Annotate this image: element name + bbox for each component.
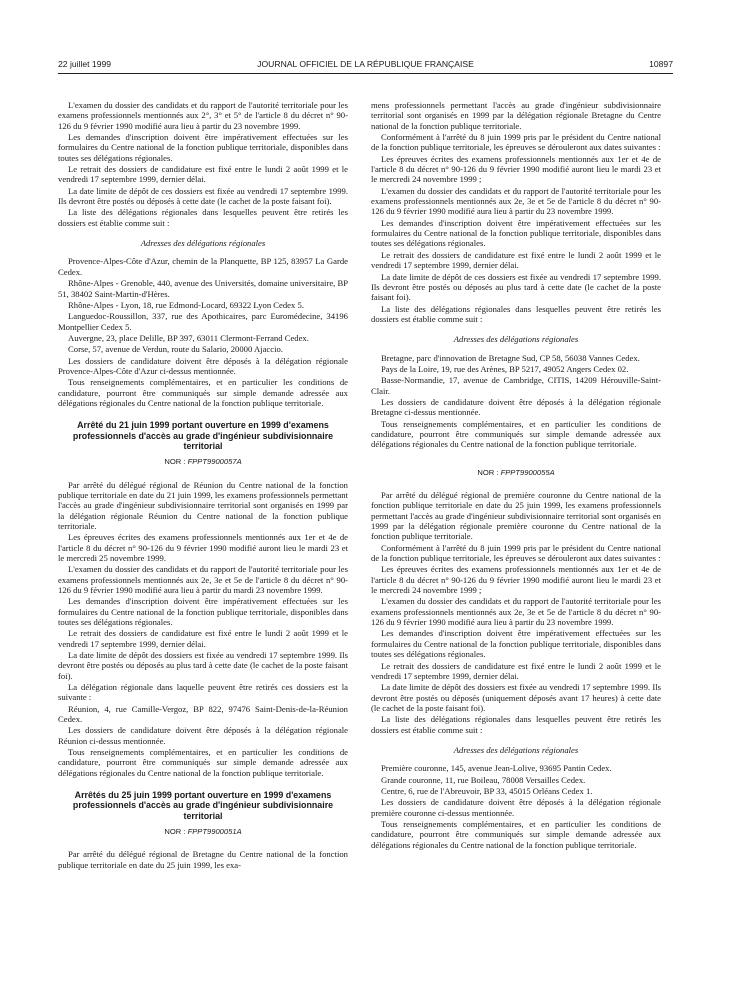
nor-code: FPPT9900051A xyxy=(187,827,242,837)
nor-code: FPPT9900055A xyxy=(500,467,555,477)
paragraph: Le retrait des dossiers de candidature est fixé entre le lundi 2 août 1999 et le vendredi 17 septembre 1999, dernier délai. xyxy=(58,164,348,185)
section-subheading: Adresses des délégations régionales xyxy=(140,238,266,249)
paragraph: Les demandes d'inscription doivent être impérativement effectuées sur les formulaires du Centre national de la fonction publique territoriale, disponibles dans toutes ses délégations régionales. xyxy=(58,132,348,163)
right-column xyxy=(371,100,661,851)
paragraph: Le retrait des dossiers de candidature est fixé entre le lundi 2 août 1999 et le vendredi 17 septembre 1999, dernier délai. xyxy=(371,249,661,271)
address-line: Languedoc-Roussillon, 337, rue des Apothicaires, parc Euromédecine, 34196 Montpellier Cedex 5. xyxy=(58,311,348,332)
address-line: Rhône-Alpes - Lyon, 18, rue Edmond-Locard, 69322 Lyon Cedex 5. xyxy=(68,299,304,310)
paragraph: Les demandes d'inscription doivent être impérativement effectuées sur les formulaires du Centre national de la fonction publique territoriale, disponibles dans toutes ses délégations régionales. xyxy=(58,596,348,627)
paragraph: Tous renseignements complémentaires, et en particulier les conditions de candidature, pourront être communiqués sur simple demande adressée aux délégations régionales du Centre national de la fonction publique territoriale. xyxy=(58,377,348,408)
address-line: Rhône-Alpes - Grenoble, 440, avenue des Universités, domaine universitaire, BP 51, 38402 Saint-Martin-d'Hères. xyxy=(58,278,349,299)
paragraph: Conformément à l'arrêté du 8 juin 1999 pris par le président du Centre national de la fonction publique territoriale, les épreuves se dérouleront aux dates suivantes : xyxy=(371,542,661,564)
paragraph: Tous renseignements complémentaires, et en particulier les conditions de candidature, pourront être communiqués sur simple demande adressée aux délégations régionales du Centre national de la fonction publique territoriale. xyxy=(58,747,348,778)
paragraph: Les dossiers de candidature doivent être déposés à la délégation régionale Provence-Alpes-Côte d'Azur ci-dessus mentionnée. xyxy=(58,355,348,376)
paragraph: La liste des délégations régionales dans lesquelles peuvent être retirés les dossiers est établie comme suit : xyxy=(371,714,661,735)
paragraph: Les dossiers de candidature doivent être déposés à la délégation régionale Réunion ci-dessus mentionnée. xyxy=(58,725,348,746)
paragraph: L'examen du dossier des candidats et du rapport de l'autorité territoriale pour les examens professionnels mentionnés aux 2e, 3e et 5e de l'article 8 du décret n° 90-126 du 9 février 1990 modifié aura lieu à partir du 23 novembre 1999. xyxy=(371,185,661,217)
address-line: Réunion, 4, rue Camille-Vergoz, BP 822, 97476 Saint-Denis-de-la-Réunion Cedex. xyxy=(58,703,348,725)
nor-label: NOR : xyxy=(164,827,186,837)
paragraph: L'examen du dossier des candidats et du rapport de l'autorité territoriale pour les examens professionnels mentionnés aux 2°, 3° et 5° de l'article 8 du décret n° 90-126 du 9 février 1990 modifié aura lieu à partir du 23 novembre 1999. xyxy=(58,100,348,131)
address-line: Corse, 57, avenue de Verdun, route du Salario, 20000 Ajaccio. xyxy=(68,344,283,355)
paragraph: La date limite de dépôt de ces dossiers est fixée au vendredi 17 septembre 1999. Ils devront être postés ou déposés à cette date (le cachet de la poste faisant foi). xyxy=(58,185,348,207)
paragraph: Les épreuves écrites des examens professionnels mentionnés aux 1er et 4e de l'article 8 du décret n° 90-126 du 9 février 1990 modifié auront lieu le mardi 23 et le mercredi 24 novembre 1999 ; xyxy=(371,153,661,185)
paragraph: Les demandes d'inscription doivent être impérativement effectuées sur les formulaires du Centre national de la fonction publique territoriale, disponibles dans toutes ses délégations régionales. xyxy=(371,217,661,249)
nor-label: NOR : xyxy=(477,467,499,477)
address-line: Première couronne, 145, avenue Jean-Lolive, 93695 Pantin Cedex. xyxy=(381,763,612,774)
address-line: Bretagne, parc d'innovation de Bretagne Sud, CP 58, 56038 Vannes Cedex. xyxy=(381,352,640,363)
paragraph: Tous renseignements complémentaires, et en particulier les conditions de candidature, pourront être communiqués sur simple demande adressée aux délégations régionales du Centre national de la fonction publique territoriale. xyxy=(371,418,661,450)
paragraph: Par arrêté du délégué régional de Réunion du Centre national de la fonction publique territoriale en date du 21 juin 1999, les examens professionnels permettant l'accès au grade d'ingénieur subdivisionnaire territorial sont organisés en 1999 par la délégation régionale Réunion du Centre national de la fonction publique territoriale. xyxy=(58,479,348,531)
paragraph: Par arrêté du délégué régional de première couronne du Centre national de la fonction publique territoriale en date du 25 juin 1999, les examens professionnels permettant l'accès au grade d'ingénieur subdivisionnaire territorial sont organisés en 1999 par la délégation régionale première couronne du Centre national de la fonction publique territoriale. xyxy=(371,490,661,542)
nor-reference xyxy=(58,457,348,467)
paragraph: Les dossiers de candidature doivent être déposés à la délégation régionale première couronne ci-dessus mentionnée. xyxy=(371,797,661,818)
arrete-title: Arrêtés du 25 juin 1999 portant ouverture en 1999 d'examens professionnels d'accès au grade d'ingénieur subdivisionnaire territorial xyxy=(72,790,334,821)
paragraph: Les dossiers de candidature doivent être déposés à la délégation régionale Bretagne ci-dessus mentionnée. xyxy=(371,396,661,418)
address-line: Provence-Alpes-Côte d'Azur, chemin de la Planquette, BP 125, 83957 La Garde Cedex. xyxy=(58,256,348,277)
address-line: Basse-Normandie, 17, avenue de Cambridge, CITIS, 14209 Hérouville-Saint-Clair. xyxy=(371,375,661,396)
nor-reference xyxy=(58,827,348,837)
arrete-title: Arrêté du 21 juin 1999 portant ouverture en 1999 d'examens professionnels d'accès au grade d'ingénieur subdivisionnaire territorial xyxy=(72,420,334,451)
paragraph: Le retrait des dossiers de candidature est fixé entre le lundi 2 août 1999 et le vendredi 17 septembre 1999, dernier délai. xyxy=(58,628,348,649)
section-subheading: Adresses des délégations régionales xyxy=(453,744,579,755)
paragraph: Le retrait des dossiers de candidature est fixé entre le lundi 2 août 1999 et le vendredi 17 septembre 1999, dernier délai. xyxy=(371,660,661,681)
header-date: 22 juillet 1999 xyxy=(58,59,112,69)
paragraph: L'examen du dossier des candidats et du rapport de l'autorité territoriale pour les examens professionnels mentionnés aux 2e, 3e et 5e de l'article 8 du décret n° 90-126 du 9 février 1990 modifié aura lieu à partir du 23 novembre 1999. xyxy=(371,596,661,628)
paragraph: La date limite de dépôt des dossiers est fixée au vendredi 17 septembre 1999. Ils devront être postés ou déposés (uniquement déposés avant 17 heures) à cette date (le cachet de la poste faisant foi). xyxy=(371,682,661,713)
address-line: Grande couronne, 11, rue Boileau, 78008 Versailles Cedex. xyxy=(381,774,586,785)
paragraph: Les épreuves écrites des examens professionnels mentionnés aux 1er et 4e de l'article 8 du décret n° 90-126 du 9 février 1990 modifié auront lieu le mardi 23 et le mercredi 24 novembre 1999 ; xyxy=(371,564,661,596)
left-column xyxy=(58,100,348,871)
address-line: Centre, 6, rue de l'Abreuvoir, BP 33, 45015 Orléans Cedex 1. xyxy=(381,785,593,796)
paragraph: Les demandes d'inscription doivent être impérativement effectuées sur les formulaires du Centre national de la fonction publique territoriale, disponibles dans toutes ses délégations régionales. xyxy=(371,628,661,660)
paragraph: La date limite de dépôt de ces dossiers est fixée au vendredi 17 septembre 1999. Ils devront être postés ou déposés au plus tard à cette date (le cachet de la poste faisant foi). xyxy=(371,271,661,303)
paragraph: La délégation régionale dans laquelle peuvent être retirés ces dossiers est la suivante : xyxy=(58,682,348,703)
paragraph: Par arrêté du délégué régional de Bretagne du Centre national de la fonction publique territoriale en date du 25 juin 1999, les exa- xyxy=(58,849,348,870)
nor-label: NOR : xyxy=(164,457,186,467)
header-page-number: 10897 xyxy=(649,59,673,69)
paragraph: mens professionnels permettant l'accès au grade d'ingénieur subdivisionnaire territorial sont organisés en 1999 par la délégation régionale Bretagne du Centre national de la fonction publique territoriale. xyxy=(371,100,661,131)
header-rule xyxy=(58,73,673,74)
paragraph: Conformément à l'arrêté du 8 juin 1999 pris par le président du Centre national de la fonction publique territoriale, les épreuves se dérouleront aux dates suivantes : xyxy=(371,132,661,153)
paragraph: La date limite de dépôt des dossiers est fixée au vendredi 17 septembre 1999. Ils devront être postés ou déposés au plus tard à cette date (le cachet de la poste faisant foi). xyxy=(58,650,348,681)
address-line: Auvergne, 23, place Delille, BP 397, 63011 Clermont-Ferrand Cedex. xyxy=(68,332,309,343)
address-line: Pays de la Loire, 19, rue des Arènes, BP 5217, 49052 Angers Cedex 02. xyxy=(381,363,629,374)
nor-reference xyxy=(371,468,661,478)
paragraph: L'examen du dossier des candidats et du rapport de l'autorité territoriale pour les examens professionnels mentionnés aux 2e, 3e et 5e de l'article 8 du décret n° 90-126 du 9 février 1990 modifié aura lieu à partir du mardi 23 novembre 1999. xyxy=(58,564,348,595)
header-journal-title: JOURNAL OFFICIEL DE LA RÉPUBLIQUE FRANÇAISE xyxy=(257,59,474,69)
section-subheading: Adresses des délégations régionales xyxy=(453,334,579,345)
paragraph: La liste des délégations régionales dans lesquelles peuvent être retirés les dossiers est établie comme suit : xyxy=(371,303,661,324)
paragraph: Tous renseignements complémentaires, et en particulier les conditions de candidature, pourront être communiqués sur simple demande adressée aux délégations régionales du Centre national de la fonction publique territoriale. xyxy=(371,818,661,850)
nor-code: FPPT9900057A xyxy=(187,457,242,467)
paragraph: La liste des délégations régionales dans lesquelles peuvent être retirés les dossiers est établie comme suit : xyxy=(58,207,348,228)
paragraph: Les épreuves écrites des examens professionnels mentionnés aux 1er et 4e de l'article 8 du décret n° 90-126 du 9 février 1990 modifié auront lieu le mardi 23 et le mercredi 25 novembre 1999. xyxy=(58,532,348,563)
